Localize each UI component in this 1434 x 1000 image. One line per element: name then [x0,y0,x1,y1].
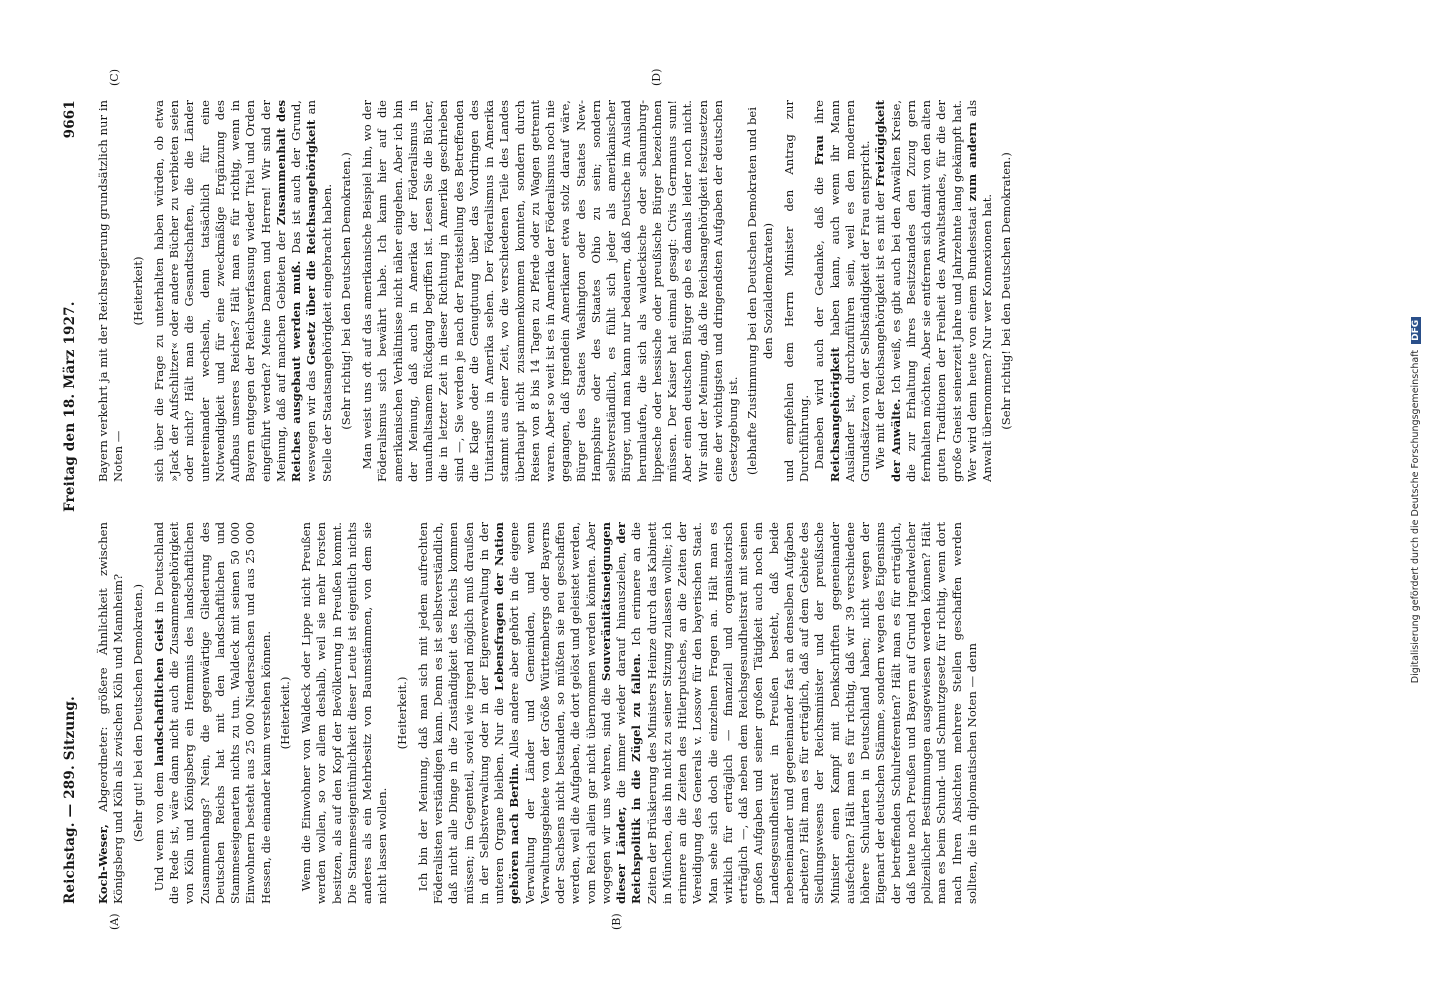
interjection: (Heiterkeit.) [277,676,292,750]
paragraph-text: Wie mit der Reichsangehörigkeit ist es mit der [873,190,888,470]
margin-marker-c: (C) [108,69,121,86]
paragraph-text: Ich bin der Meinung, daß man sich mit jedem aufrechten Föderalisten verständigen kann. Denn es ist selbstverständlich, daß nicht alle Dinge in die Zuständigkeit des Reichs kommen müssen; im Gegenteil, soviel wie irgend möglich muß draußen in der Selbstverwaltung oder in der Eigenverwaltung in der unteren Organe bleiben. Nur die [415,522,506,904]
margin-marker-a: (A) [108,913,121,930]
interjection: (lebhafte Zustimmung bei den Deutschen Demokraten und bei den Sozialdemokraten) [745,107,775,475]
right-text-column [96,100,1136,482]
interjection: (Heiterkeit) [130,256,145,326]
paragraph-text: Ich weiß, es gibt auch bei den Anwälten Kreise, die zur Erhaltung ihres Besitzstandes den Zuzug gern fernhalten möchten. Aber sie entfernen sich damit von den alten guten Traditionen der Freiheit des Anwaltstandes, für die der große Gneist seinerzeit Jahre und Jahrzehnte lang gekämpft hat. Wer wird denn heute von einem Bundesstaat [888,100,979,482]
paragraph [812,100,873,482]
bold-phrase: Zusammenhalt des Reiches ausgebaut werden muß. [273,100,303,482]
paragraph [873,100,995,482]
paragraph [416,522,980,904]
paragraph: und empfehlen dem Herrn Minister den Antrag zur Durchführung. [781,100,811,482]
paragraph-text: in Deutschland die Rede ist, wäre dann nicht auch die Zusammengehörigkeit von Köln und Königsberg ein Hemmnis des landschaftlichen Zusammenhangs? Nein, die gegenwärtige Gliederung des Deutschen Reichs hat mit den landschaftlichen und Stammeseigenarten nichts zu tun. Waldeck mit seinen 50 000 Einwohnern besteht aus 25 000 Niedersachsen und aus 25 000 Hessen, die einander kaum verstehen können. [151,522,273,904]
paragraph: Bayern verkehrt ja mit der Reichsregierung grundsätzlich nur in Noten — [96,100,126,482]
paragraph-text: als Anwalt übernommen? Nur wer Konnexionen hat. [964,100,994,482]
bold-phrase: der Reichspolitik in die Zügel zu fallen. [614,522,644,904]
paragraph-text: haben kann, auch wenn ihr Mann Ausländer ist, durchzuführen sein, weil es den modernen Grundsätzen von der Selbständigkeit der Frau entspricht. [827,100,872,482]
interjection: (Heiterkeit.) [394,676,409,750]
paragraph-text: die immer wieder darauf hinauszielen, [614,552,628,799]
bold-phrase: zum andern [964,122,979,202]
header-date: Freitag den 18. März 1927. [62,301,78,512]
bold-phrase: Reichsangehörigkeit [827,347,842,482]
paragraph [152,100,335,482]
bold-phrase: landschaftlichen Geist [151,618,166,767]
credit-text: Digitalisierung gefördert durch die Deutsche Forschungsgemeinschaft [1410,349,1421,684]
dfg-logo: DFG [1411,317,1421,344]
page-header [62,100,84,904]
paragraph-text: größere Ähnlichkeit zwischen Königsberg und Köln als zwischen Köln und Mannheim? [96,522,126,904]
paragraph-text: Und wenn von dem [151,771,166,892]
paragraph: Wenn die Einwohner von Waldeck oder Lippe nicht Preußen werden wollen, so vor allem deshalb, weil sie mehr Forsten besitzen, als auf den Kopf der Bevölkerung in Preußen kommt. Die Stammeseigentümlichkeit dieser Leute ist eigentlich nichts anderes als ein Mehrbesitz von Baumstämmen, von dem sie nicht lassen wollen. [299,522,390,904]
margin-marker-b: (B) [610,913,623,930]
page-number: 9661 [62,100,78,139]
paragraph [152,522,274,904]
paragraph-text: sich über die Frage zu unterhalten haben würden, ob etwa »Jack der Aufschlitzer« oder andere Bücher zu verbieten seien oder nicht? Hält man die Gesandtschaften, die die Länder untereinander wechseln, denn tatsächlich für eine Notwendigkeit und für eine zweckmäßige Ergänzung des Aufbaus unseres Reiches? Hält man es für richtig, wenn in Bayern entgegen der Reichsverfassung wieder Titel und Orden eingeführt werden? Meine Damen und Herren! Wir sind der Meinung, daß auf manchen Gebieten der [151,100,288,482]
margin-marker-d: (D) [650,68,663,86]
paragraph-text: Alles andere aber gehört in die eigene Verwaltung der Länder und Gemeinden, und wenn Verwaltungsgebiete von der Größe Württembergs oder Bayerns oder Sachsens nicht bestanden, so müßten sie neu geschaffen werden, weil die Aufgaben, die dort gelöst und geleistet werden, vom Reich allein gar nicht übernommen werden könnten. Aber wogegen wir uns wehren, sind die [507,522,613,904]
speaker-role: Abgeordneter: [96,726,110,812]
interjection: (Sehr richtig! bei den Deutschen Demokraten.) [338,152,353,430]
speaker-name: Koch-Weser, [96,824,110,904]
paragraph [96,522,127,904]
bold-phrase: Freizügigkeit der Anwälte. [873,100,903,482]
paragraph-text: ihre [812,100,827,124]
paragraph-text: Daneben wird auch der Gedanke, daß die [812,176,827,470]
bold-phrase: Gesetz über die Reichsangehörigkeit [304,119,319,365]
paragraph-text: Ich erinnere an die Zeiten der Brüskierung des Ministers Heinze durch das Kabinett in München, das ihn nicht zu seiner Sitzung zulassen wollte; ich erinnere an die Zeiten des Hitlerputsches, an die Zeiten der Vereidigung des Generals v. Lossow für den bayerischen Staat. Man sehe sich doch die einzelnen Fragen an. Hält man es wirklich für erträglich — finanziell und organisatorisch erträglich —, daß neben dem Reichsgesundheitsrat mit seinen großen Aufgaben und seiner großen Tätigkeit auch noch ein Landesgesundheitsrat in Preußen besteht, daß beide nebeneinander und gegeneinander fast an denselben Aufgaben arbeiten? Hält man es für erträglich, daß auf dem Gebiete des Siedlungswesens der Reichsminister und der preußische Minister einen Kampf mit Denkschriften gegeneinander ausfechten? Hält man es für richtig, daß wir 39 verschiedene höhere Schularten in Deutschland haben; nicht wegen der Eigenart der deutschen Stämme, sondern wegen des Eigensinns der betreffenden Schulreferenten? Hält man es für erträglich, daß heute noch Preußen und Bayern auf Grund irgendwelcher polizeilicher Bestimmungen ausgewiesen werden können? Hält man es beim Schund- und Schmutzgesetz für richtig, wenn dort nach Ihren Absichten mehrere Stellen geschaffen werden sollten, die in diplomatischen Noten — denn [629,522,979,904]
header-title: Reichstag. — 289. Sitzung. [62,696,78,904]
interjection: (Sehr richtig! bei den Deutschen Demokraten.) [999,152,1014,430]
bold-phrase: Lebensfragen der Nation gehören nach Berlin. [492,522,522,904]
digitization-credit [1410,0,1421,1000]
bold-phrase: Souveränitätsneigungen dieser Länder, [598,522,628,904]
paragraph-text: Das ist auch der Grund, weswegen wir das [289,100,319,482]
paragraph: Man weist uns oft auf das amerikanische Beispiel hin, wo der Föderalismus sich bewährt habe. Ich kann hier auf die amerikanischen Verhältnisse nicht näher eingehen. Aber ich bin der Meinung, daß auch in Amerika der Föderalismus in unaufhaltsamem Rückgang begriffen ist. Lesen Sie die Bücher, die in letzter Zeit in dieser Richtung in Amerika geschrieben sind —, Sie werden je nach der Parteistellung des Betreffenden die Klage oder die Genugtuung über das Vordringen des Unitarismus in Amerika sehen. Der Föderalismus in Amerika stammt aus einer Zeit, wo die verschiedenen Teile des Landes überhaupt nicht zusammenkommen konnten, sondern durch Reisen von 8 bis 14 Tagen zu Pferde oder zu Wagen getrennt waren. Aber so weit ist es in Amerika der Föderalismus noch nie gegangen, daß irgendein Amerikaner etwa stolz darauf wäre, Bürger des Staates Washington oder des Staates New-Hampshire oder des Staates Ohio zu sein; sondern selbstverständlich, es fühlt sich jeder als amerikanischer Bürger, und man kann nur bedauern, daß Deutsche im Ausland herumlaufen, die sich als waldeckische oder schaumburg-lippesche oder hessische oder preußische Bürger bezeichnen müssen. Der Kaiser hat einmal gesagt: Civis Germanus sum! Aber einen deutschen Bürger gab es damals leider noch nicht. Wir sind der Meinung, daß die Reichsangehörigkeit festzusetzen eine der wichtigsten und dringendsten Aufgaben der deutschen Gesetzgebung ist. [360,100,740,482]
interjection: (Sehr gut! bei den Deutschen Demokraten.) [130,583,145,843]
bold-phrase: Frau [812,135,827,166]
left-text-column [96,522,1136,904]
paragraph-text: an Stelle der Staatsangehörigkeit eingebracht haben. [304,100,334,482]
